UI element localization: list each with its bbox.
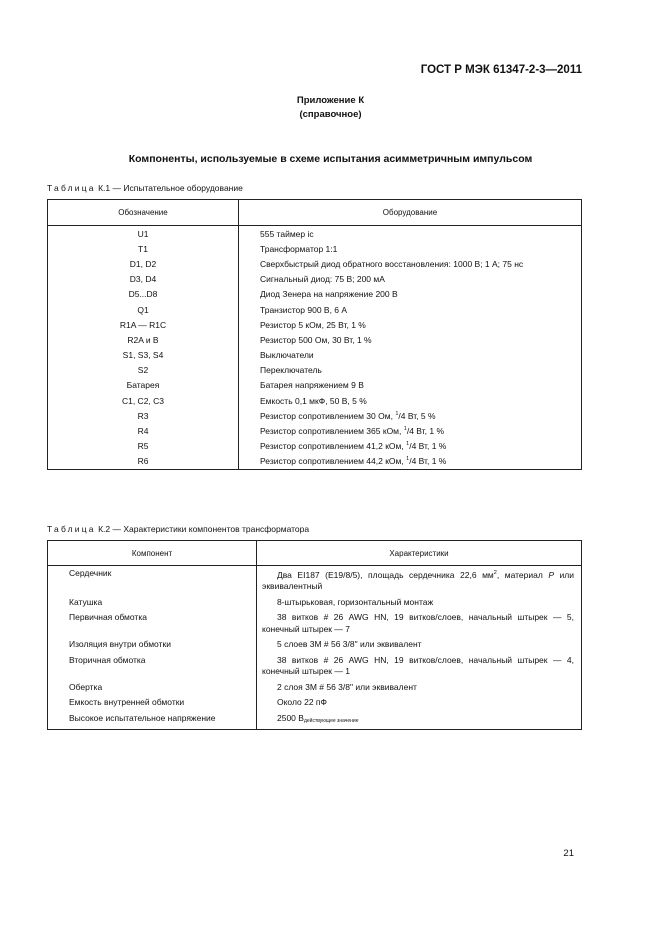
table-row — [48, 711, 582, 730]
characteristics-text: 5 слоев 3М # 56 3/8" или эквивалент — [277, 639, 422, 650]
table-row — [48, 378, 582, 393]
equipment-cell: Диод Зенера на напряжение 200 В — [239, 287, 582, 302]
fraction-slash: / — [398, 410, 401, 421]
characteristics-text: 8-штырьковая, горизонтальный монтаж — [277, 596, 434, 607]
column-header-component: Компонент — [48, 541, 257, 566]
table-row — [48, 332, 582, 347]
table-row — [48, 653, 582, 680]
table-row — [48, 363, 582, 378]
characteristics-cell — [257, 711, 582, 730]
page-number: 21 — [563, 848, 574, 859]
equipment-cell: Емкость 0,1 мкФ, 50 В, 5 % — [239, 393, 582, 408]
designation-cell: R3 — [48, 408, 239, 423]
designation-cell: R5 — [48, 439, 239, 454]
superscript: 2 — [493, 570, 497, 576]
table-row — [48, 637, 582, 653]
table-row — [48, 695, 582, 711]
equipment-cell: Транзистор 900 В, 6 А — [239, 302, 582, 317]
equipment-cell: Резистор 500 Ом, 30 Вт, 1 % — [239, 332, 582, 347]
table2-caption-prefix: Таблица — [47, 524, 96, 534]
equipment-cell: Переключатель — [239, 363, 582, 378]
fraction-numerator: 1 — [403, 426, 407, 433]
equipment-text: Резистор сопротивлением 365 кОм, — [260, 426, 404, 437]
table-row — [48, 287, 582, 302]
table-header-row — [48, 541, 582, 566]
fraction-numerator: 1 — [406, 456, 410, 463]
table-row — [48, 566, 582, 595]
designation-cell: D1, D2 — [48, 256, 239, 271]
designation-cell: R1A — R1C — [48, 317, 239, 332]
table2-caption-text: К.2 — Характеристики компонентов трансформатора — [98, 524, 310, 534]
characteristics-cell — [257, 595, 582, 611]
equipment-text: Резистор сопротивлением 30 Ом, — [260, 410, 396, 421]
characteristics-cell — [257, 637, 582, 653]
characteristics-cell — [257, 566, 582, 595]
component-cell: Первичная обмотка — [48, 610, 257, 637]
designation-cell: R4 — [48, 423, 239, 438]
core-text-part: Два EI187 (E19/8/5), площадь сердечника 22,6 мм — [277, 569, 494, 580]
section-title: Компоненты, используемые в схеме испытания асимметричным импульсом — [128, 153, 533, 165]
equipment-text: Резистор сопротивлением 41,2 кОм, — [260, 441, 407, 452]
table-row — [48, 439, 582, 454]
table-row — [48, 393, 582, 408]
equipment-cell: Выключатели — [239, 348, 582, 363]
table-row — [48, 272, 582, 287]
equipment-text: Резистор сопротивлением 44,2 кОм, — [260, 456, 407, 467]
fraction-denominator: 4 — [409, 426, 414, 437]
table-row — [48, 302, 582, 317]
core-text-part: или эквивалентный — [262, 569, 574, 592]
voltage-value: 2500 В — [277, 712, 304, 723]
designation-cell: S2 — [48, 363, 239, 378]
table-row — [48, 408, 582, 423]
characteristics-text: 2 слоя 3М # 56 3/8" или эквивалент — [277, 681, 417, 692]
fraction-slash: / — [406, 426, 410, 437]
equipment-cell: Сигнальный диод: 75 В; 200 мА — [239, 272, 582, 287]
equipment-text: Вт, 5 % — [405, 410, 436, 421]
component-cell: Сердечник — [48, 566, 257, 595]
component-cell: Емкость внутренней обмотки — [48, 695, 257, 711]
component-cell: Обертка — [48, 680, 257, 696]
table-row — [48, 680, 582, 696]
designation-cell: Q1 — [48, 302, 239, 317]
fraction-slash: / — [409, 456, 412, 467]
fraction-denominator: 4 — [411, 456, 417, 467]
equipment-cell: Батарея напряжением 9 В — [239, 378, 582, 393]
column-header-characteristics: Характеристики — [257, 541, 582, 566]
document-header: ГОСТ Р МЭК 61347-2-3—2011 — [420, 64, 582, 76]
component-cell: Изоляция внутри обмотки — [48, 637, 257, 653]
characteristics-cell — [257, 610, 582, 637]
equipment-cell — [239, 439, 582, 454]
designation-cell: T1 — [48, 241, 239, 256]
fraction-denominator: 4 — [400, 410, 406, 421]
designation-cell: U1 — [48, 226, 239, 242]
designation-cell: C1, C2, C3 — [48, 393, 239, 408]
transformer-components-table — [47, 540, 582, 730]
column-header-equipment: Оборудование — [239, 200, 582, 226]
material-symbol: P — [548, 569, 554, 580]
component-cell: Высокое испытательное напряжение — [48, 711, 257, 730]
table-row — [48, 595, 582, 611]
fraction-denominator: 4 — [411, 441, 417, 452]
table1-caption-text: К.1 — Испытательное оборудование — [98, 183, 243, 193]
characteristics-cell — [257, 653, 582, 680]
table1-caption — [47, 183, 243, 193]
equipment-cell: Сверхбыстрый диод обратного восстановления: 1000 В; 1 А; 75 нс — [239, 256, 582, 271]
equipment-text: Вт, 1 % — [416, 456, 447, 467]
component-cell: Катушка — [48, 595, 257, 611]
equipment-cell: Трансформатор 1:1 — [239, 241, 582, 256]
equipment-cell: 555 таймер ic — [239, 226, 582, 242]
equipment-text: Вт, 1 % — [416, 441, 447, 452]
table2-caption — [47, 524, 309, 534]
characteristics-text: 38 витков # 26 AWG HN, 19 витков/слоев, начальный штырек — 5, конечный штырек — 7 — [262, 612, 574, 634]
equipment-text: Вт, 1 % — [413, 426, 445, 437]
characteristics-text: Около 22 пФ — [277, 697, 327, 708]
table-row — [48, 423, 582, 438]
characteristics-text: 38 витков # 26 AWG HN, 19 витков/слоев, начальный штырек — 4, конечный штырек — 1 — [262, 654, 574, 677]
annex-subtitle: (справочное) — [299, 109, 362, 120]
annex-heading — [0, 94, 661, 122]
table-row — [48, 241, 582, 256]
annex-title: Приложение К — [296, 95, 365, 106]
column-header-designation: Обозначение — [48, 200, 239, 226]
designation-cell: D3, D4 — [48, 272, 239, 287]
fraction-slash: / — [409, 441, 412, 452]
table-row — [48, 256, 582, 271]
equipment-cell — [239, 408, 582, 423]
table-row — [48, 317, 582, 332]
table-row — [48, 226, 582, 242]
table-row — [48, 610, 582, 637]
table-header-row — [48, 200, 582, 226]
fraction-numerator: 1 — [395, 410, 399, 417]
designation-cell: Батарея — [48, 378, 239, 393]
component-cell: Вторичная обмотка — [48, 653, 257, 680]
table-row — [48, 454, 582, 470]
designation-cell: R2A и B — [48, 332, 239, 347]
designation-cell: S1, S3, S4 — [48, 348, 239, 363]
fraction-numerator: 1 — [406, 441, 410, 448]
table1-caption-prefix: Таблица — [47, 183, 96, 193]
equipment-cell: Резистор 5 кОм, 25 Вт, 1 % — [239, 317, 582, 332]
characteristics-cell — [257, 695, 582, 711]
core-text-part: , материал — [496, 569, 549, 580]
equipment-cell — [239, 454, 582, 470]
test-equipment-table — [47, 199, 582, 470]
designation-cell: R6 — [48, 454, 239, 470]
characteristics-cell — [257, 680, 582, 696]
table-row — [48, 348, 582, 363]
equipment-cell — [239, 423, 582, 438]
voltage-subscript: действующее значение — [303, 717, 359, 724]
designation-cell: D5...D8 — [48, 287, 239, 302]
